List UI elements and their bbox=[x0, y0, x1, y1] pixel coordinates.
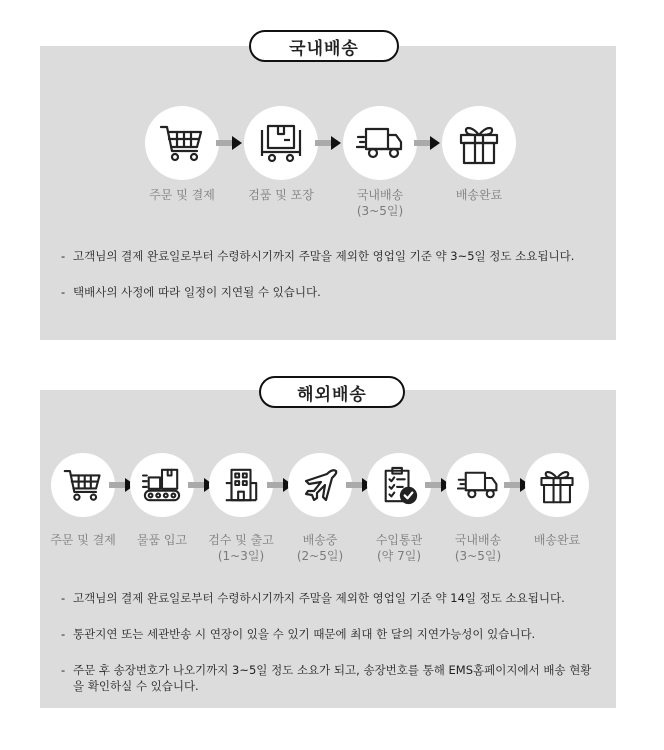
shopping-cart-icon bbox=[51, 453, 115, 517]
note-item: - 통관지연 또는 세관반송 시 연장이 있을 수 있기 때문에 최대 한 달의 지연가능성이 있습니다. bbox=[61, 626, 601, 642]
step-label-customs-clearance: 수입통관 (약 7일) bbox=[375, 533, 423, 563]
step-label-domestic-delivery: 국내배송 (3~5일) bbox=[356, 188, 404, 218]
step-label-inspection-packing: 검품 및 포장 bbox=[248, 188, 314, 202]
building-icon bbox=[209, 453, 273, 517]
step-arrow bbox=[430, 136, 440, 150]
conveyor-belt-icon bbox=[130, 453, 194, 517]
note-item: - 고객님의 결제 완료일로부터 수령하시기까지 주말을 제외한 영업일 기준 약 14일 정도 소요됩니다. bbox=[61, 590, 601, 606]
step-label-order-payment: 주문 및 결제 bbox=[149, 188, 215, 202]
gift-box-icon bbox=[525, 453, 589, 517]
step-label-delivery-complete: 배송완료 bbox=[533, 533, 581, 547]
shopping-cart-icon bbox=[145, 106, 219, 180]
step-label-delivery-complete: 배송완료 bbox=[455, 188, 503, 202]
gift-box-icon bbox=[442, 106, 516, 180]
domestic-notes bbox=[61, 248, 611, 300]
step-arrow bbox=[232, 136, 242, 150]
step-label-domestic-delivery: 국내배송 (3~5일) bbox=[454, 533, 502, 563]
delivery-truck-icon bbox=[446, 453, 510, 517]
delivery-truck-icon bbox=[343, 106, 417, 180]
note-item: - 주문 후 송장번호가 나오기까지 3~5일 정도 소요가 되고, 송장번호를 통해 EMS홈페이지에서 배송 현황을 확인하실 수 있습니다. bbox=[61, 662, 593, 694]
domestic-shipping-title: 국내배송 bbox=[249, 30, 399, 62]
airplane-icon bbox=[288, 453, 352, 517]
step-label-inspection-dispatch: 검수 및 출고 (1~3일) bbox=[208, 533, 274, 563]
note-item: - 고객님의 결제 완료일로부터 수령하시기까지 주말을 제외한 영업일 기준 약 3~5일 정도 소요됩니다. bbox=[61, 248, 611, 264]
step-label-in-transit: 배송중 (2~5일) bbox=[296, 533, 344, 563]
overseas-notes bbox=[61, 590, 601, 694]
checklist-icon bbox=[367, 453, 431, 517]
note-item: - 택배사의 사정에 따라 일정이 지연될 수 있습니다. bbox=[61, 284, 611, 300]
step-label-warehouse-receipt: 물품 입고 bbox=[136, 533, 188, 547]
package-icon bbox=[244, 106, 318, 180]
step-arrow bbox=[331, 136, 341, 150]
overseas-shipping-title: 해외배송 bbox=[259, 376, 405, 408]
step-label-order-payment: 주문 및 결제 bbox=[50, 533, 116, 547]
